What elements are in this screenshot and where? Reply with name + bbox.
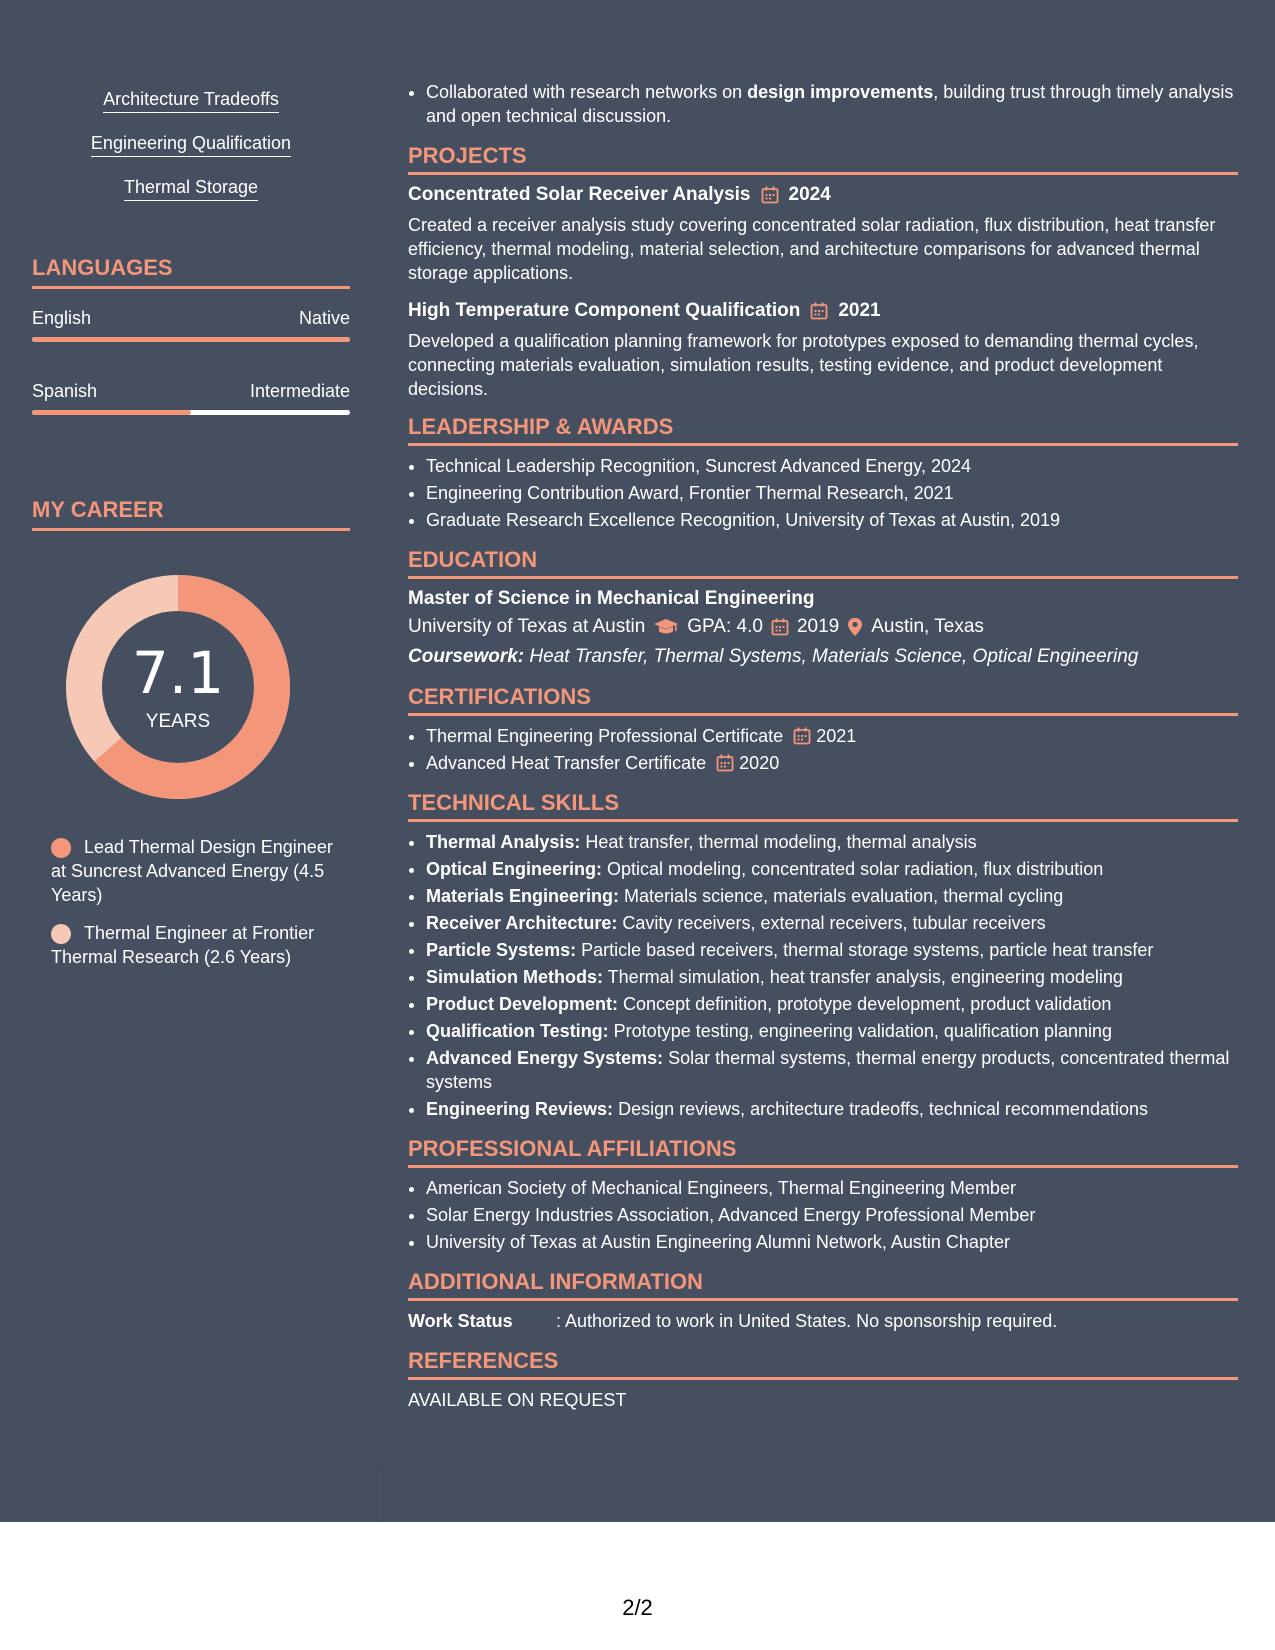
- skill-label: Receiver Architecture:: [426, 913, 618, 933]
- project-description: Created a receiver analysis study covering concentrated solar radiation, flux distribution, heat transfer efficiency, thermal modeling, material selection, and architecture comparisons for advanced thermal storage applications.: [408, 215, 1216, 283]
- education-gpa: GPA: 4.0: [687, 616, 763, 637]
- legend-dot: [51, 838, 71, 858]
- language-name: English: [32, 308, 92, 328]
- languages-heading: LANGUAGES: [32, 255, 350, 289]
- projects-heading: PROJECTS: [408, 144, 1238, 175]
- location-pin-icon: [847, 617, 863, 637]
- career-donut-chart: [66, 575, 290, 799]
- language-level: Intermediate: [249, 381, 350, 401]
- language-bar-fill: [32, 337, 350, 342]
- skill-item: [426, 830, 1238, 854]
- affiliation-item: • University of Texas at Austin Engineering Alumni Network, Austin Chapter: [426, 1230, 1238, 1254]
- legend-dot: [51, 924, 71, 944]
- skill-value: Materials science, materials evaluation, thermal cycling: [619, 886, 1064, 906]
- additional-info-heading: ADDITIONAL INFORMATION: [408, 1270, 1238, 1301]
- education-year: 2019: [796, 616, 840, 637]
- skill-label: Optical Engineering:: [426, 859, 603, 879]
- interest-item: Architecture Tradeoffs: [103, 88, 279, 113]
- calendar-icon: [771, 618, 789, 636]
- work-status-row: [408, 1309, 1238, 1333]
- certification-item: [426, 724, 1238, 748]
- project-year: 2021: [838, 300, 881, 321]
- career-heading: MY CAREER: [32, 497, 350, 531]
- certification-item: [426, 751, 1238, 775]
- calendar-icon: [761, 186, 779, 204]
- language-row: [32, 308, 350, 329]
- coursework-label: Coursework:: [408, 646, 525, 667]
- interest-item: Thermal Storage: [124, 176, 258, 201]
- affiliation-item: • Solar Energy Industries Association, Advanced Energy Professional Member: [426, 1203, 1238, 1227]
- skill-value: Design reviews, architecture tradeoffs, technical recommendations: [613, 1099, 1148, 1119]
- calendar-icon: [810, 302, 828, 320]
- skill-value: Prototype testing, engineering validation, qualification planning: [608, 1021, 1113, 1041]
- career-legend: [51, 835, 341, 983]
- skill-value: Heat transfer, thermal modeling, thermal analysis: [580, 832, 977, 852]
- bullet-bold: design improvements: [747, 82, 934, 102]
- skill-item: [426, 938, 1238, 962]
- skill-label: Thermal Analysis:: [426, 832, 581, 852]
- award-item: • Technical Leadership Recognition, Suncrest Advanced Energy, 2024: [426, 454, 1238, 478]
- career-legend-item: [51, 835, 341, 907]
- graduation-cap-icon: [653, 618, 679, 636]
- references-text: AVAILABLE ON REQUEST: [408, 1390, 627, 1410]
- affiliations-list: [408, 1176, 1238, 1254]
- certifications-heading: CERTIFICATIONS: [408, 685, 1238, 716]
- certifications-list: [408, 724, 1238, 775]
- affiliation-item: • American Society of Mechanical Engineers, Thermal Engineering Member: [426, 1176, 1238, 1200]
- interests-list: [32, 88, 350, 220]
- skill-item: [426, 1097, 1238, 1121]
- project-title: [408, 183, 1238, 207]
- award-item: • Engineering Contribution Award, Frontier Thermal Research, 2021: [426, 481, 1238, 505]
- project-year: 2024: [788, 184, 831, 205]
- bullet-text: Collaborated with research networks on: [426, 82, 748, 102]
- skill-label: Materials Engineering:: [426, 886, 620, 906]
- skill-value: Particle based receivers, thermal storage systems, particle heat transfer: [576, 940, 1154, 960]
- career-item-text: Lead Thermal Design Engineer at Suncrest Advanced Energy (4.5 Years): [51, 837, 333, 905]
- skill-label: Engineering Reviews:: [426, 1099, 614, 1119]
- awards-heading: LEADERSHIP & AWARDS: [408, 415, 1238, 446]
- language-name: Spanish: [32, 381, 98, 401]
- page-number: 2/2: [622, 1595, 653, 1620]
- references-heading: REFERENCES: [408, 1349, 1238, 1380]
- language-bar: [32, 337, 350, 342]
- coursework-value: Heat Transfer, Thermal Systems, Materials Science, Optical Engineering: [524, 646, 1139, 667]
- education-degree: Master of Science in Mechanical Engineering: [408, 588, 815, 609]
- work-status-value: : Authorized to work in United States. No sponsorship required.: [556, 1311, 1058, 1331]
- skills-list: [408, 830, 1238, 1121]
- skill-value: Solar thermal systems, thermal energy products, concentrated thermal systems: [426, 1048, 1230, 1092]
- skill-value: Cavity receivers, external receivers, tubular receivers: [617, 913, 1046, 933]
- skill-item: [426, 1046, 1238, 1094]
- bullet-text: , building trust through timely analysis and open technical discussion.: [426, 82, 1234, 126]
- career-legend-item: [51, 921, 341, 969]
- skill-label: Particle Systems:: [426, 940, 577, 960]
- award-item: • Graduate Research Excellence Recognition, University of Texas at Austin, 2019: [426, 508, 1238, 532]
- skill-value: Thermal simulation, heat transfer analysis, engineering modeling: [603, 967, 1123, 987]
- language-level: Native: [298, 308, 350, 328]
- education-location: Austin, Texas: [871, 616, 984, 637]
- certification-name: Advanced Heat Transfer Certificate: [426, 753, 707, 773]
- certification-year: 2020: [739, 753, 780, 773]
- career-total: 7.1: [131, 639, 225, 707]
- language-row: [32, 381, 350, 402]
- education-coursework: [408, 645, 1238, 669]
- affiliations-heading: PROFESSIONAL AFFILIATIONS: [408, 1137, 1238, 1168]
- skill-label: Qualification Testing:: [426, 1021, 609, 1041]
- certification-name: Thermal Engineering Professional Certificate: [426, 726, 784, 746]
- project-title: [408, 299, 1238, 323]
- experience-bullets: [408, 80, 1238, 128]
- project-description: Developed a qualification planning framework for prototypes exposed to demanding thermal cycles, connecting materials evaluation, simulation results, testing evidence, and product development decisions.: [408, 331, 1199, 399]
- skill-item: [426, 911, 1238, 935]
- skills-heading: TECHNICAL SKILLS: [408, 791, 1238, 822]
- calendar-icon: [716, 754, 734, 772]
- skill-label: Advanced Energy Systems:: [426, 1048, 664, 1068]
- experience-bullet: [426, 80, 1238, 128]
- education-heading: EDUCATION: [408, 548, 1238, 579]
- career-item-text: Thermal Engineer at Frontier Thermal Research (2.6 Years): [51, 923, 315, 967]
- skill-item: [426, 965, 1238, 989]
- skill-label: Product Development:: [426, 994, 619, 1014]
- project-name: Concentrated Solar Receiver Analysis: [408, 184, 751, 205]
- skill-value: Optical modeling, concentrated solar radiation, flux distribution: [602, 859, 1104, 879]
- skill-label: Simulation Methods:: [426, 967, 603, 987]
- education-meta: [408, 615, 1238, 639]
- awards-list: [408, 454, 1238, 532]
- skill-item: [426, 1019, 1238, 1043]
- skill-item: [426, 884, 1238, 908]
- calendar-icon: [793, 727, 811, 745]
- education-school: University of Texas at Austin: [408, 616, 646, 637]
- right-column: [408, 80, 1238, 1412]
- skill-item: [426, 992, 1238, 1016]
- career-unit: YEARS: [145, 711, 211, 732]
- skill-item: [426, 857, 1238, 881]
- skill-value: Concept definition, prototype development, product validation: [618, 994, 1112, 1014]
- interest-item: Engineering Qualification: [91, 132, 291, 157]
- language-bar-fill: [32, 410, 191, 415]
- language-bar: [32, 410, 350, 415]
- work-status-label: Work Status: [408, 1311, 513, 1331]
- certification-year: 2021: [816, 726, 857, 746]
- column-divider: [382, 1470, 383, 1522]
- project-name: High Temperature Component Qualification: [408, 300, 801, 321]
